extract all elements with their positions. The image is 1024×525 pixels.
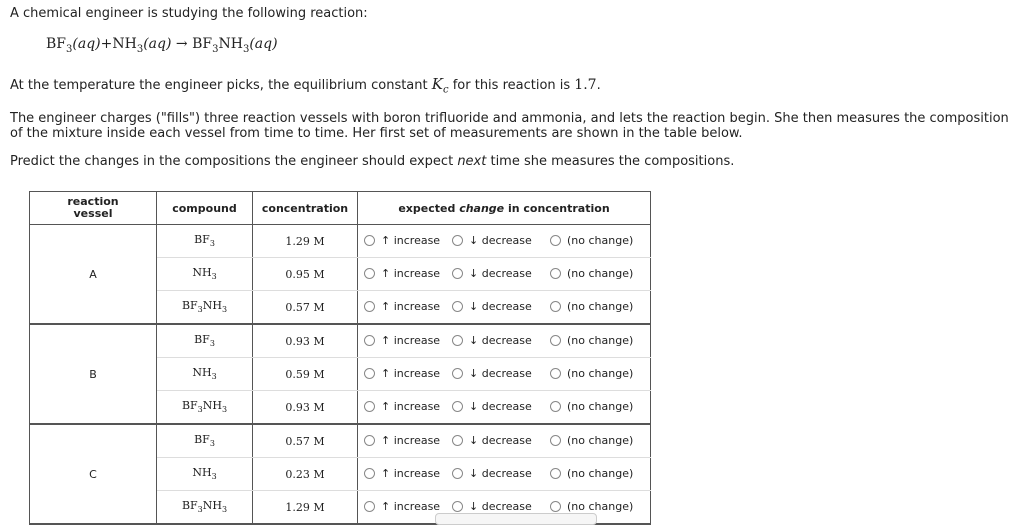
- compound-cell: [157, 358, 253, 391]
- radio-circle-icon[interactable]: [452, 335, 463, 346]
- concentration-cell: 0.23 M: [253, 458, 358, 491]
- radio-circle-icon[interactable]: [550, 468, 561, 479]
- radio-circle-icon[interactable]: [452, 501, 463, 512]
- radio-circle-icon[interactable]: [364, 368, 375, 379]
- expected-change-options: [358, 225, 651, 258]
- compound-compound-main: BF: [181, 299, 198, 313]
- charges-paragraph: The engineer charges ("fills") three reaction vessels with boron trifluoride and ammonia, and lets the reaction begin. She then measures the composition of the mixture inside each vessel from time to time. Her first set of measurements are shown in the table below.: [10, 111, 1009, 141]
- header-compound: compound: [157, 192, 253, 225]
- option-label: ↓ decrease: [469, 366, 532, 380]
- option-label: ↓ decrease: [469, 299, 532, 313]
- concentration-cell: 1.29 M: [253, 491, 358, 525]
- option-label: (no change): [567, 366, 634, 380]
- increase-radio[interactable]: [364, 267, 452, 280]
- compound-compound-main: BF: [181, 499, 198, 513]
- kc-symbol: K: [431, 75, 443, 93]
- plus-sign: +: [100, 36, 113, 52]
- product-subscript-2: 3: [242, 43, 250, 55]
- compound-compound-sub: 3: [197, 405, 203, 415]
- predict-emphasis: next: [457, 154, 487, 169]
- product-state: (aq): [249, 36, 278, 52]
- radio-circle-icon[interactable]: [364, 435, 375, 446]
- radio-circle-icon[interactable]: [550, 401, 561, 412]
- product: BF: [192, 36, 213, 52]
- increase-radio[interactable]: [364, 500, 452, 513]
- compound-compound-sub: 3: [211, 472, 217, 482]
- kc-after: for this reaction is: [448, 78, 575, 93]
- header-concentration: concentration: [253, 192, 358, 225]
- reactant-1-state: (aq): [72, 36, 101, 52]
- no-change-radio[interactable]: [550, 367, 640, 380]
- expected-change-options: [358, 424, 651, 458]
- compound-compound-sub2: 3: [221, 405, 228, 415]
- decrease-radio[interactable]: [452, 467, 550, 480]
- header-expected-after: in concentration: [504, 201, 610, 215]
- option-label: ↓ decrease: [469, 466, 532, 480]
- compound-compound-main: BF: [181, 399, 198, 413]
- option-label: (no change): [567, 499, 634, 513]
- compound-compound-rest: NH: [202, 399, 222, 413]
- radio-circle-icon[interactable]: [452, 435, 463, 446]
- concentration-cell: 0.57 M: [253, 291, 358, 325]
- compound-compound-sub: 3: [209, 439, 215, 449]
- header-expected-change: [358, 192, 651, 225]
- option-label: ↑ increase: [381, 466, 441, 480]
- product-mid: NH: [218, 36, 243, 52]
- no-change-radio[interactable]: [550, 234, 640, 247]
- kc-value: 1.7: [574, 77, 597, 93]
- increase-radio[interactable]: [364, 300, 452, 313]
- no-change-radio[interactable]: [550, 267, 640, 280]
- expected-change-options: [358, 291, 651, 325]
- header-expected-before: expected: [398, 201, 460, 215]
- option-label: ↓ decrease: [469, 399, 532, 413]
- expected-change-options: [358, 391, 651, 425]
- option-label: (no change): [567, 333, 634, 347]
- option-label: (no change): [567, 399, 634, 413]
- reactant-2: NH: [112, 36, 137, 52]
- decrease-radio[interactable]: [452, 300, 550, 313]
- compound-compound-main: NH: [192, 466, 212, 480]
- decrease-radio[interactable]: [452, 367, 550, 380]
- option-label: ↑ increase: [381, 433, 441, 447]
- decrease-radio[interactable]: [452, 500, 550, 513]
- radio-circle-icon[interactable]: [550, 301, 561, 312]
- concentration-cell: 1.29 M: [253, 225, 358, 258]
- scroll-indicator: [435, 513, 597, 525]
- predict-instruction: [10, 154, 734, 169]
- compound-compound-sub: 3: [211, 272, 217, 282]
- compound-cell: [157, 458, 253, 491]
- decrease-radio[interactable]: [452, 400, 550, 413]
- option-label: ↑ increase: [381, 499, 441, 513]
- decrease-radio[interactable]: [452, 434, 550, 447]
- predict-before: Predict the changes in the compositions the engineer should expect: [10, 154, 458, 169]
- increase-radio[interactable]: [364, 334, 452, 347]
- radio-circle-icon[interactable]: [364, 468, 375, 479]
- expected-change-options: [358, 258, 651, 291]
- compound-cell: [157, 491, 253, 525]
- radio-circle-icon[interactable]: [364, 501, 375, 512]
- radio-circle-icon[interactable]: [452, 235, 463, 246]
- radio-circle-icon[interactable]: [452, 401, 463, 412]
- concentration-cell: 0.59 M: [253, 358, 358, 391]
- no-change-radio[interactable]: [550, 300, 640, 313]
- option-label: ↑ increase: [381, 266, 441, 280]
- increase-radio[interactable]: [364, 367, 452, 380]
- compound-compound-main: NH: [192, 366, 212, 380]
- reactant-2-subscript: 3: [136, 43, 144, 55]
- radio-circle-icon[interactable]: [550, 235, 561, 246]
- option-label: ↓ decrease: [469, 433, 532, 447]
- reaction-arrow: →: [175, 36, 188, 52]
- compound-compound-sub2: 3: [221, 505, 228, 515]
- radio-circle-icon[interactable]: [452, 368, 463, 379]
- compound-cell: [157, 424, 253, 458]
- radio-circle-icon[interactable]: [364, 335, 375, 346]
- compound-compound-main: BF: [194, 433, 210, 447]
- kc-sentence: [10, 75, 601, 96]
- intro-text: A chemical engineer is studying the following reaction:: [10, 6, 368, 21]
- radio-circle-icon[interactable]: [364, 235, 375, 246]
- header-vessel: reaction vessel: [30, 192, 157, 225]
- expected-change-options: [358, 324, 651, 358]
- kc-end: .: [596, 78, 601, 93]
- no-change-radio[interactable]: [550, 400, 640, 413]
- compound-compound-main: BF: [194, 333, 210, 347]
- option-label: ↑ increase: [381, 399, 441, 413]
- radio-circle-icon[interactable]: [364, 301, 375, 312]
- radio-circle-icon[interactable]: [364, 268, 375, 279]
- compound-compound-sub: 3: [197, 305, 203, 315]
- option-label: ↑ increase: [381, 299, 441, 313]
- option-label: ↓ decrease: [469, 266, 532, 280]
- concentration-cell: 0.95 M: [253, 258, 358, 291]
- compound-cell: [157, 324, 253, 358]
- decrease-radio[interactable]: [452, 334, 550, 347]
- kc-before: At the temperature the engineer picks, the equilibrium constant: [10, 78, 432, 93]
- reactant-1-subscript: 3: [66, 43, 73, 55]
- kc-symbol-sub: c: [442, 84, 449, 96]
- reactant-2-state: (aq): [143, 36, 172, 52]
- no-change-radio[interactable]: [550, 434, 640, 447]
- option-label: ↑ increase: [381, 366, 441, 380]
- no-change-radio[interactable]: [550, 500, 640, 513]
- no-change-radio[interactable]: [550, 334, 640, 347]
- radio-circle-icon[interactable]: [550, 435, 561, 446]
- product-subscript-1: 3: [212, 43, 219, 55]
- expected-change-options: [358, 358, 651, 391]
- header-expected-emph: change: [459, 201, 505, 215]
- radio-circle-icon[interactable]: [550, 335, 561, 346]
- vessel-label: B: [30, 324, 157, 424]
- increase-radio[interactable]: [364, 400, 452, 413]
- radio-circle-icon[interactable]: [550, 368, 561, 379]
- option-label: ↓ decrease: [469, 333, 532, 347]
- decrease-radio[interactable]: [452, 267, 550, 280]
- option-label: (no change): [567, 299, 634, 313]
- compound-compound-sub2: 3: [221, 305, 228, 315]
- compound-cell: [157, 291, 253, 325]
- reaction-equation: [46, 36, 278, 55]
- compound-compound-sub: 3: [211, 372, 217, 382]
- option-label: ↓ decrease: [469, 499, 532, 513]
- compound-compound-main: BF: [194, 233, 210, 247]
- reactant-1: BF: [46, 36, 67, 52]
- option-label: ↑ increase: [381, 233, 441, 247]
- option-label: (no change): [567, 266, 634, 280]
- increase-radio[interactable]: [364, 467, 452, 480]
- compound-compound-sub: 3: [197, 505, 203, 515]
- concentration-cell: 0.93 M: [253, 324, 358, 358]
- radio-circle-icon[interactable]: [452, 268, 463, 279]
- expected-change-options: [358, 458, 651, 491]
- compound-compound-sub: 3: [209, 239, 215, 249]
- compound-cell: [157, 391, 253, 425]
- concentration-cell: 0.93 M: [253, 391, 358, 425]
- decrease-radio[interactable]: [452, 234, 550, 247]
- compound-cell: [157, 258, 253, 291]
- compound-compound-rest: NH: [202, 499, 222, 513]
- predict-after: time she measures the compositions.: [486, 154, 735, 169]
- option-label: ↑ increase: [381, 333, 441, 347]
- radio-circle-icon[interactable]: [550, 501, 561, 512]
- radio-circle-icon[interactable]: [452, 301, 463, 312]
- increase-radio[interactable]: [364, 234, 452, 247]
- option-label: (no change): [567, 233, 634, 247]
- radio-circle-icon[interactable]: [364, 401, 375, 412]
- increase-radio[interactable]: [364, 434, 452, 447]
- vessel-label: C: [30, 424, 157, 524]
- compound-compound-main: NH: [192, 266, 212, 280]
- composition-table: [29, 191, 651, 525]
- option-label: (no change): [567, 466, 634, 480]
- compound-cell: [157, 225, 253, 258]
- no-change-radio[interactable]: [550, 467, 640, 480]
- compound-compound-rest: NH: [202, 299, 222, 313]
- radio-circle-icon[interactable]: [452, 468, 463, 479]
- compound-compound-sub: 3: [209, 339, 215, 349]
- vessel-label: A: [30, 225, 157, 325]
- concentration-cell: 0.57 M: [253, 424, 358, 458]
- radio-circle-icon[interactable]: [550, 268, 561, 279]
- option-label: ↓ decrease: [469, 233, 532, 247]
- option-label: (no change): [567, 433, 634, 447]
